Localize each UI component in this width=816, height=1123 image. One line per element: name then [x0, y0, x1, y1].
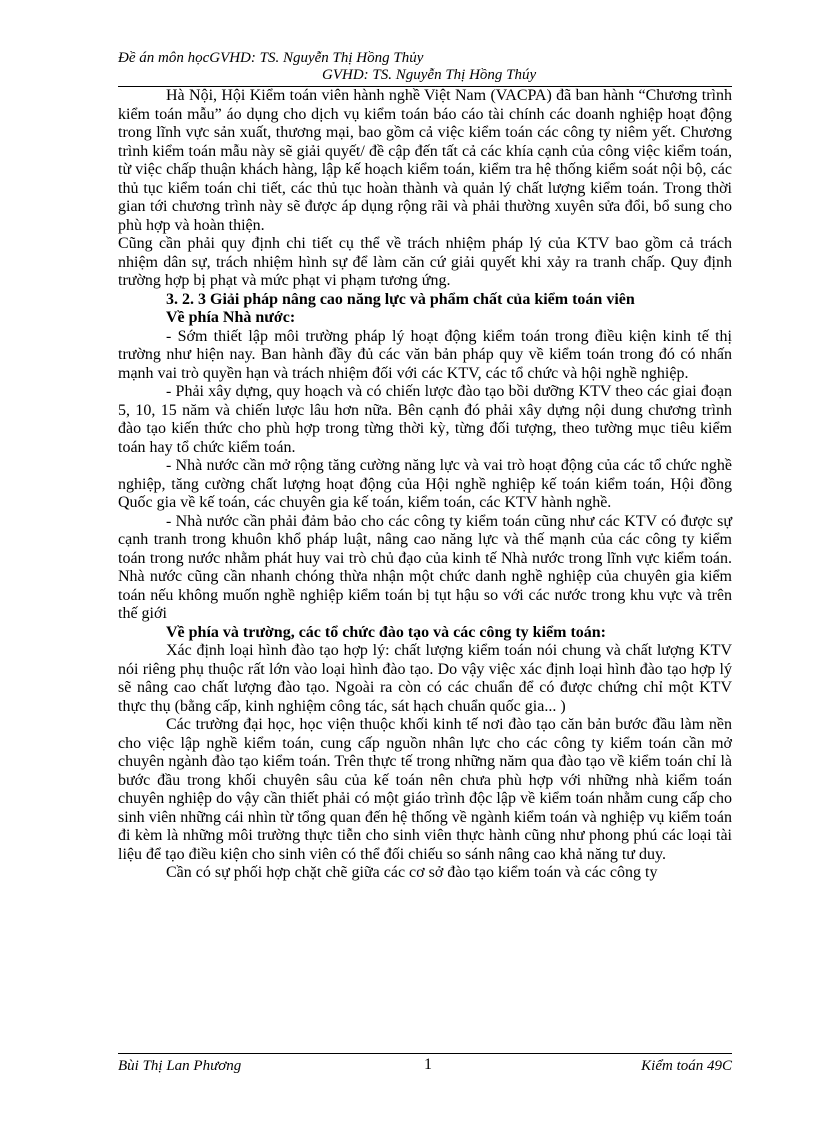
paragraph-professional-organizations: - Nhà nước cần mở rộng tăng cường năng lực và vai trò hoạt động của các tổ chức nghề nghiệp, tăng cường chất lượng hoạt động của Hội nghề nghiệp kế toán kiểm toán, Hội đồng Quốc gia về kế toán, các chuyên gia kế toán, kiểm toán, các KTV hành nghề. — [118, 457, 732, 511]
footer-divider — [118, 1053, 732, 1054]
header-doc-title: Đề án môn họcGVHD: TS. Nguyễn Thị Hồng Thủy — [118, 50, 424, 66]
paragraph-training-strategy: - Phải xây dựng, quy hoạch và có chiến lược đào tạo bồi dưỡng KTV theo các giai đoạn 5, 10, 15 năm và chiến lược lâu hơn nữa. Bên cạnh đó phải xây dựng nội dung chương trình đào tạo kiến thức cho phù hợp trong từng thời kỳ, từng đối tượng, theo tường mục tiêu kiểm toán hay tổ chức kiểm toán. — [118, 383, 732, 456]
paragraph-legal-environment: - Sớm thiết lập môi trường pháp lý hoạt động kiểm toán trong điều kiện kinh tế thị trường như hiện nay. Ban hành đầy đủ các văn bản pháp quy về kiểm toán trong đó có nhấn mạnh vai trò quyền hạn và trách nhiệm đối với các KTV, các tổ chức và hội nghề nghiệp. — [118, 327, 732, 382]
header-supervisor: GVHD: TS. Nguyễn Thị Hồng Thúy — [322, 67, 537, 83]
subheading-schools: Về phía và trường, các tổ chức đào tạo và các công ty kiểm toán: — [166, 623, 607, 641]
document-body — [118, 87, 732, 883]
paragraph-legal-liability: Cũng cần phải quy định chi tiết cụ thể về trách nhiệm pháp lý của KTV bao gồm cả trách nhiệm dân sự, trách nhiệm hình sự để làm căn cứ giải quyết khi xảy ra tranh chấp. Quy định trường hợp bị phạt và mức phạt vi phạm tương ứng. — [118, 235, 732, 289]
paragraph-universities: Các trường đại học, học viện thuộc khối kinh tế nơi đào tạo căn bản bước đầu làm nền cho việc lập nghề kiểm toán, cung cấp nguồn nhân lực cho các công ty kiểm toán cần mở chuyên ngành đào tạo kiểm toán. Trên thực tế trong những năm qua đào tạo về kiểm toán chỉ là bước đầu trong khối chuyên sâu của kế toán nên chưa phù hợp với những nhà kiểm toán chuyên nghiệp do vậy cần thiết phải có một giáo trình độc lập về kiểm toán nhằm cung cấp cho sinh viên những cái nhìn từ tổng quan đến hệ thống về ngành kiểm toán và nghiệp vụ kiểm toán đi kèm là những môi trường thực tiễn cho sinh viên thực hành cũng như phong phú các loại tài liệu để tạo điều kiện cho sinh viên có thể đối chiếu so sánh nâng cao khả năng tư duy. — [118, 716, 732, 863]
footer-author: Bùi Thị Lan Phương — [118, 1058, 242, 1074]
subheading-state: Về phía Nhà nước: — [166, 309, 296, 326]
footer-class: Kiểm toán 49C — [641, 1058, 732, 1074]
paragraph-training-type: Xác định loại hình đào tạo hợp lý: chất lượng kiểm toán nói chung và chất lượng KTV nói riêng phụ thuộc rất lớn vào loại hình đào tạo. Do vậy việc xác định loại hình đào tạo hợp lý sẽ nâng cao chất lượng đào tạo. Ngoài ra còn có các chuẩn để có được chứng chỉ một KTV thực thụ (bằng cấp, kinh nghiệm công tác, sát hạch chuẩn quốc gia... ) — [118, 642, 732, 715]
page-number: 1 — [424, 1056, 432, 1073]
section-heading-3-2-3: 3. 2. 3 Giải pháp nâng cao năng lực và phẩm chất của kiểm toán viên — [166, 290, 635, 308]
paragraph-vacpa-program: Hà Nội, Hội Kiểm toán viên hành nghề Việt Nam (VACPA) đã ban hành “Chương trình kiểm toán mẫu” áo dụng cho dịch vụ kiểm toán báo cáo tài chính các doanh nghiệp hoạt động trong lĩnh vực sản xuất, thương mại, bao gồm cả việc kiểm toán các công ty niêm yết. Chương trình kiểm toán mẫu này sẽ giải quyết/ đề cập đến tất cả các khía cạnh của công việc kiểm toán, từ việc chấp thuận khách hàng, lập kế hoạch kiểm toán, kiểm tra hệ thống kiểm soát nội bộ, các thủ tục kiểm toán chi tiết, các thủ tục hoàn thành và quản lý chất lượng kiểm toán. Trong thời gian tới chương trình này sẽ được áp dụng rộng rãi và phải thường xuyên sửa đổi, bổ sung cho phù hợp và hoàn thiện. — [118, 87, 732, 234]
paragraph-competition: - Nhà nước cần phải đảm bảo cho các công ty kiểm toán cũng như các KTV có được sự cạnh tranh trong khuôn khổ pháp luật, nâng cao năng lực và thế mạnh của các công ty kiểm toán trong nước nhằm phát huy vai trò chủ đạo của kinh tế Nhà nước trong lĩnh vực kiểm toán. Nhà nước cũng cần nhanh chóng thừa nhận một chức danh nghề nghiệp của chuyên gia kiểm toán nếu không muốn nghề nghiệp kiểm toán bị tụt hậu so với các nước trong khu vực và trên thế giới — [118, 512, 732, 622]
paragraph-coordination: Cần có sự phối hợp chặt chẽ giữa các cơ sở đào tạo kiểm toán và các công ty — [166, 864, 658, 881]
